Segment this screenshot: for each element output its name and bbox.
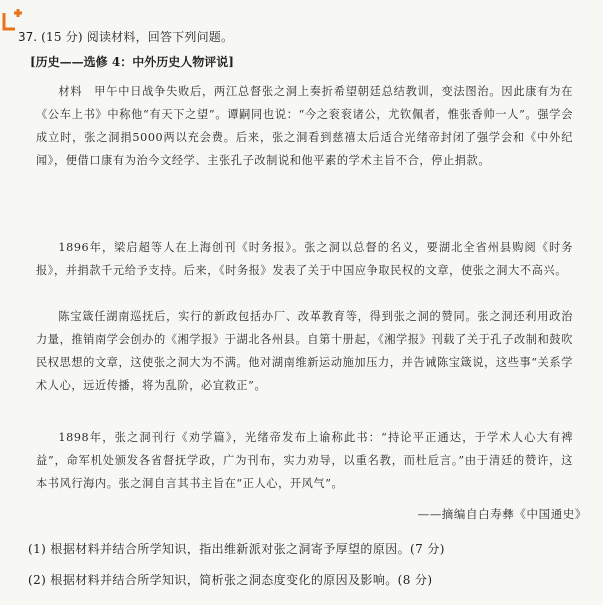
question-points: (15 分) [41, 30, 83, 44]
material-paragraph-2: 1896年，梁启超等人在上海创刊《时务报》。张之洞以总督的名义，要湖北全省州县购阅《时务报》，并捐款千元给予支持。后来，《时务报》发表了关于中国应争取民权的文章，使张之洞大不高兴。 [36, 241, 573, 277]
section-title: [历史——选修 4：中外历史人物评说] [30, 55, 234, 69]
material-paragraph-1: 材料 甲午中日战争失败后，两江总督张之洞上奏折希望朝廷总结教训，变法图治。因此康有为在《公车上书》中称他“有天下之望”。谭嗣同也说：“今之衮衮诸公，尤钦佩者，惟张香帅一人”。强学会成立时，张之洞捐5000两以充会费。后来，张之洞看到慈禧太后适合光绪帝封闭了强学会和《中外纪闻》，便借口康有为治今文经学、主张孔子改制说和他平素的学术主旨不合，停止捐款。 [36, 85, 573, 167]
question-number: 37. [18, 30, 38, 44]
question-header [18, 28, 233, 45]
sub-question-1: (1) 根据材料并结合所学知识，指出维新派对张之洞寄予厚望的原因。(7 分) [28, 542, 445, 556]
material-paragraph-4: 1898年，张之洞刊行《劝学篇》，光绪帝发布上谕称此书：“持论平正通达，于学术人心大有裨益”，命军机处颁发各省督抚学政，广为刊布，实力劝导，以重名教，而杜卮言。”由于清廷的赞许，这本书风行海内。张之洞自言其书主旨在“正人心，开风气”。 [36, 431, 573, 490]
sub-question-2: (2) 根据材料并结合所学知识，简析张之洞态度变化的原因及影响。(8 分) [28, 573, 433, 587]
material-source: ——摘编自白寿彝《中国通史》 [417, 507, 587, 521]
question-instruction: 阅读材料，回答下列问题。 [86, 30, 234, 44]
material-paragraph-3: 陈宝箴任湖南巡抚后，实行的新政包括办厂、改革教育等，得到张之洞的赞同。张之洞还利用政治力量，推销南学会创办的《湘学报》于湖北各州县。自第十册起，《湘学报》刊载了关于孔子改制和鼓吹民权思想的文章，这使张之洞大为不满。他对湖南维新运动施加压力，并告诫陈宝箴说，这些事“关系学术人心，远近传播，将为乱阶，必宜救正”。 [36, 310, 573, 392]
